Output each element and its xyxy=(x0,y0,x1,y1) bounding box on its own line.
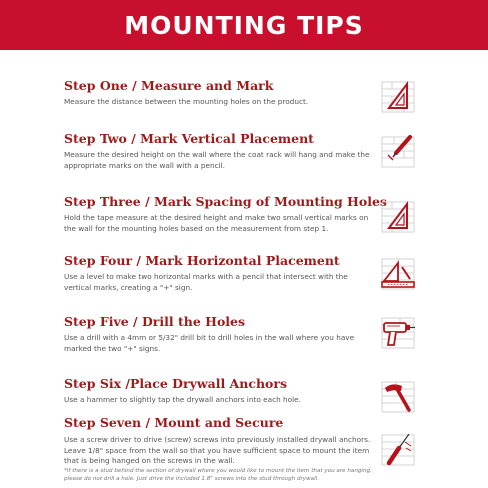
set-square-icon xyxy=(380,196,416,236)
header-banner xyxy=(0,0,488,50)
step-title: Step Seven / Mount and Secure xyxy=(64,415,284,430)
footnote: *If there is a stud behind the section of drywall where you would like to mount the item that you are hanging, please do not drill a hole. Just drive the included 1.8" screws into the stud through drywall. xyxy=(64,468,372,482)
pencil-icon xyxy=(380,131,416,171)
step-title: Step Three / Mark Spacing of Mounting Holes xyxy=(64,194,387,209)
step-title: Step Five / Drill the Holes xyxy=(64,314,246,329)
step-text: Use a screw driver to drive (screw) screws into previously installed drywall anchors. Leave 1/8" space from the wall so that you have sufficient space to mount the item that is being hanged on the screws in the wall. xyxy=(64,435,371,465)
step-text: Measure the distance between the mounting holes on the product. xyxy=(64,97,309,106)
step-text: Measure the desired height on the wall where the coat rack will hang and make the appropriate marks on the wall with a pencil. xyxy=(64,150,370,170)
step-title: Step Four / Mark Horizontal Placement xyxy=(64,253,340,268)
step-text: Use a level to make two horizontal marks with a pencil that intersect with the vertical marks, creating a "+" sign. xyxy=(64,272,348,292)
step-title: Step Two / Mark Vertical Placement xyxy=(64,131,314,146)
step-text: Use a hammer to slightly tap the drywall anchors into each hole. xyxy=(64,395,301,404)
step-title: Step One / Measure and Mark xyxy=(64,78,274,93)
page-title: MOUNTING TIPS xyxy=(124,10,364,40)
screwdriver-icon xyxy=(380,429,416,469)
step-title: Step Six /Place Drywall Anchors xyxy=(64,376,287,391)
step-text: Use a drill with a 4mm or 5/32" drill bit to drill holes in the wall where you have marked the two "+" signs. xyxy=(64,333,355,353)
set-square-icon xyxy=(380,76,416,116)
hammer-icon xyxy=(380,376,416,416)
drill-icon xyxy=(380,312,416,352)
level-icon xyxy=(380,253,416,293)
step-text: Hold the tape measure at the desired height and make two small vertical marks on the wall for the mounting holes based on the measurement from step 1. xyxy=(64,213,369,233)
